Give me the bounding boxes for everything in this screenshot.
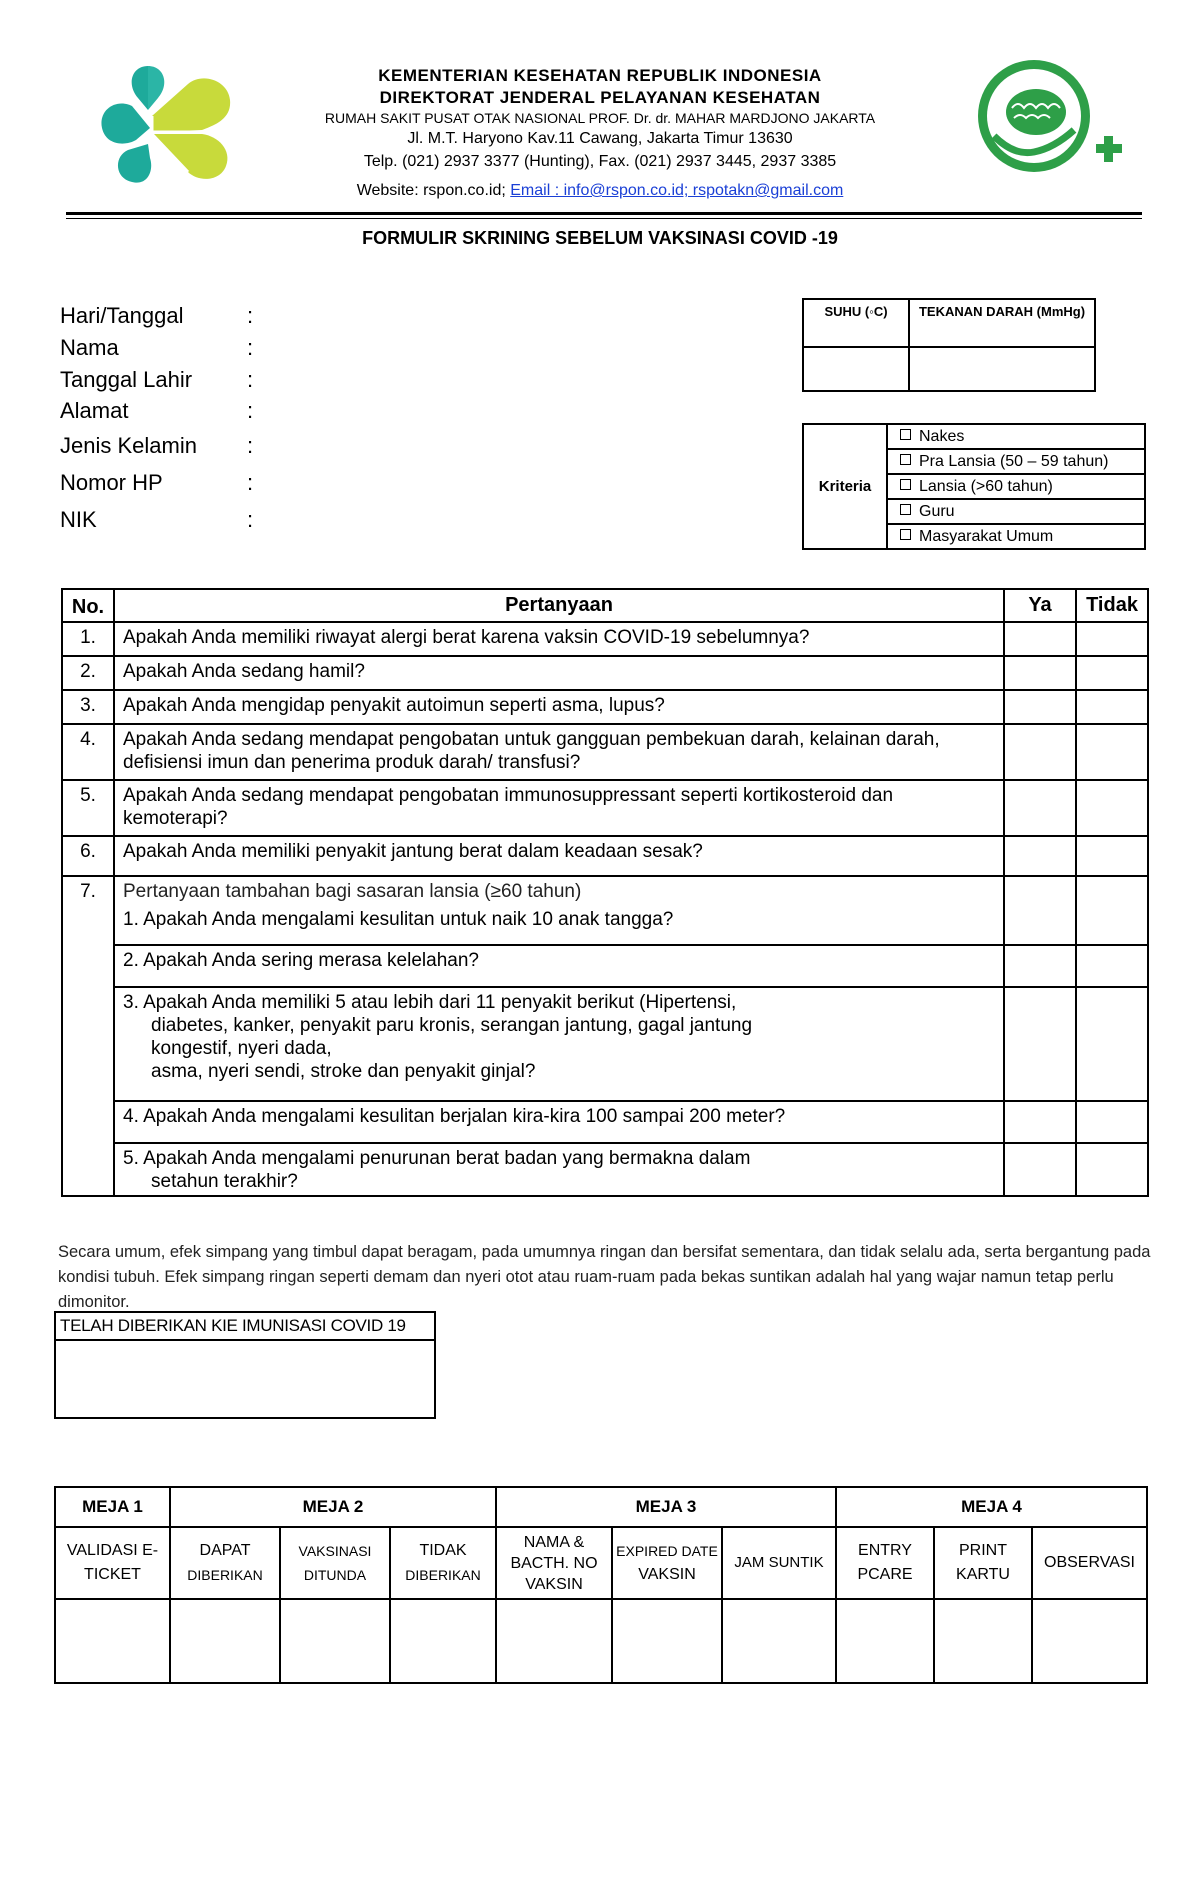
- kriteria-option-masyarakat-umum[interactable]: [887, 524, 1145, 549]
- field-label-nama: Nama: [60, 335, 119, 360]
- header-rule-thin: [66, 218, 1142, 219]
- website-text: Website: rspon.co.id;: [356, 182, 511, 199]
- col-label-line: BACTH. NO: [510, 1554, 598, 1572]
- kriteria-option-label: Pra Lansia (50 – 59 tahun): [919, 452, 1109, 470]
- answer-tidak-cell[interactable]: [1076, 945, 1148, 987]
- question-text: Apakah Anda mengidap penyakit autoimun seperti asma, lupus?: [114, 690, 1004, 724]
- vitals-table: [802, 298, 1096, 392]
- meja-2-header: MEJA 2: [170, 1487, 496, 1527]
- col-label-line: OBSERVASI: [1044, 1554, 1135, 1571]
- directorate-name: DIREKTORAT JENDERAL PELAYANAN KESEHATAN: [379, 88, 821, 107]
- question-number: 7.: [62, 876, 114, 1196]
- question-number: 3.: [62, 690, 114, 724]
- answer-ya-cell[interactable]: [1004, 1101, 1076, 1143]
- answer-ya-cell[interactable]: [1004, 1143, 1076, 1196]
- col-label-line: DIBERIKAN: [187, 1567, 263, 1583]
- kriteria-option-lansia[interactable]: [887, 474, 1145, 499]
- question-text: Apakah Anda sedang hamil?: [114, 656, 1004, 690]
- checkbox-icon[interactable]: [900, 504, 911, 515]
- question-number: 6.: [62, 836, 114, 876]
- kriteria-option-label: Lansia (>60 tahun): [919, 477, 1053, 495]
- answer-ya-cell[interactable]: [1004, 656, 1076, 690]
- question-7-sub-5: [114, 1143, 1004, 1196]
- question-7-intro: Pertanyaan tambahan bagi sasaran lansia (≥60 tahun): [114, 876, 1004, 905]
- answer-tidak-cell[interactable]: [1076, 724, 1148, 780]
- kriteria-option-nakes[interactable]: [887, 424, 1145, 449]
- col-label-line: TICKET: [84, 1566, 141, 1583]
- col-label-line: DAPAT: [199, 1542, 251, 1559]
- kie-label: TELAH DIBERIKAN KIE IMUNISASI COVID 19: [55, 1312, 435, 1340]
- meja-3-header: MEJA 3: [496, 1487, 836, 1527]
- side-effect-note: Secara umum, efek simpang yang timbul dapat beragam, pada umumnya ringan dan bersifat sementara, dan tidak selalu ada, serta bergantung pada kondisi tubuh. Efek simpang ringan seperti demam dan nyeri otot atau ruam-ruam pada bekas suntikan adalah hal yang wajar namun tetap perlu dimonitor.: [58, 1243, 1151, 1311]
- answer-tidak-cell[interactable]: [1076, 656, 1148, 690]
- answer-ya-cell[interactable]: [1004, 905, 1076, 945]
- hospital-phone: Telp. (021) 2937 3377 (Hunting), Fax. (021) 2937 3445, 2937 3385: [363, 153, 837, 170]
- field-label-alamat: Alamat: [60, 398, 129, 423]
- meja-input-cell[interactable]: [612, 1599, 722, 1683]
- kriteria-table: [802, 423, 1146, 550]
- answer-ya-cell[interactable]: [1004, 622, 1076, 656]
- answer-tidak-cell[interactable]: [1076, 876, 1148, 905]
- header-rule-thick: [66, 212, 1142, 215]
- question-7-sub-5-line: setahun terakhir?: [151, 1171, 298, 1192]
- question-text: Apakah Anda sedang mendapat pengobatan immunosuppressant seperti kortikosteroid dan kemoterapi?: [114, 780, 1004, 836]
- meja-input-cell[interactable]: [55, 1599, 170, 1683]
- col-label-line: TIDAK: [419, 1542, 467, 1559]
- col-tidak-diberikan: [390, 1527, 496, 1599]
- answer-tidak-cell[interactable]: [1076, 836, 1148, 876]
- answer-tidak-cell[interactable]: [1076, 1143, 1148, 1196]
- checkbox-icon[interactable]: [900, 454, 911, 465]
- answer-ya-cell[interactable]: [1004, 876, 1076, 905]
- answer-tidak-cell[interactable]: [1076, 622, 1148, 656]
- ministry-name: KEMENTERIAN KESEHATAN REPUBLIK INDONESIA: [378, 66, 822, 85]
- question-number: 4.: [62, 724, 114, 780]
- hospital-name: RUMAH SAKIT PUSAT OTAK NASIONAL PROF. Dr. dr. MAHAR MARDJONO JAKARTA: [324, 110, 876, 126]
- question-7-sub-2: 2. Apakah Anda sering merasa kelelahan?: [114, 945, 1004, 987]
- col-vaksinasi-ditunda: [280, 1527, 390, 1599]
- question-7-sub-3-line: diabetes, kanker, penyakit paru kronis, serangan jantung, gagal jantung: [151, 1015, 753, 1036]
- col-label-line: ENTRY: [858, 1542, 912, 1559]
- col-header-tidak: Tidak: [1076, 589, 1148, 622]
- field-colon: :: [247, 335, 254, 360]
- field-colon: :: [247, 367, 254, 392]
- col-label-line: VAKSIN: [638, 1566, 696, 1583]
- answer-tidak-cell[interactable]: [1076, 780, 1148, 836]
- field-colon: :: [247, 433, 254, 458]
- meja-input-cell[interactable]: [170, 1599, 280, 1683]
- col-print-kartu: [934, 1527, 1032, 1599]
- field-colon: :: [247, 303, 254, 328]
- question-7-sub-3: [114, 987, 1004, 1101]
- question-number: 5.: [62, 780, 114, 836]
- question-7-sub-1: 1. Apakah Anda mengalami kesulitan untuk naik 10 anak tangga?: [114, 905, 1004, 945]
- hospital-website: [0, 182, 1200, 200]
- kriteria-option-pra-lansia[interactable]: [887, 449, 1145, 474]
- question-text: Apakah Anda sedang mendapat pengobatan untuk gangguan pembekuan darah, kelainan darah, defisiensi imun dan penerima produk darah/ transfusi?: [114, 724, 1004, 780]
- kriteria-option-label: Guru: [919, 502, 955, 520]
- field-label-nik: NIK: [60, 507, 97, 532]
- field-colon: :: [247, 398, 254, 423]
- question-text: Apakah Anda memiliki penyakit jantung berat dalam keadaan sesak?: [114, 836, 1004, 876]
- question-number: 1.: [62, 622, 114, 656]
- col-header-pertanyaan: Pertanyaan: [114, 589, 1004, 622]
- meja-input-cell[interactable]: [1032, 1599, 1147, 1683]
- col-entry-pcare: [836, 1527, 934, 1599]
- kriteria-option-guru[interactable]: [887, 499, 1145, 524]
- answer-tidak-cell[interactable]: [1076, 690, 1148, 724]
- form-title: FORMULIR SKRINING SEBELUM VAKSINASI COVID -19: [362, 228, 838, 248]
- question-7-sub-4: 4. Apakah Anda mengalami kesulitan berjalan kira-kira 100 sampai 200 meter?: [114, 1101, 1004, 1143]
- question-7-sub-3-line: asma, nyeri sendi, stroke dan penyakit ginjal?: [151, 1061, 536, 1082]
- col-header-no: No.: [62, 589, 114, 622]
- answer-ya-cell[interactable]: [1004, 836, 1076, 876]
- field-label-hari-tanggal: Hari/Tanggal: [60, 303, 184, 328]
- meja-input-cell[interactable]: [390, 1599, 496, 1683]
- question-text: Apakah Anda memiliki riwayat alergi berat karena vaksin COVID-19 sebelumnya?: [114, 622, 1004, 656]
- col-jam-suntik: [722, 1527, 836, 1599]
- answer-ya-cell[interactable]: [1004, 780, 1076, 836]
- answer-ya-cell[interactable]: [1004, 945, 1076, 987]
- kriteria-option-label: Masyarakat Umum: [919, 527, 1054, 545]
- col-label-line: VAKSINASI: [298, 1543, 372, 1559]
- question-7-sub-3-line: kongestif, nyeri dada,: [151, 1038, 332, 1059]
- col-nama-batch-no-vaksin: [496, 1527, 612, 1599]
- kriteria-label: Kriteria: [803, 424, 887, 549]
- col-observasi: [1032, 1527, 1147, 1599]
- kriteria-option-label: Nakes: [919, 427, 965, 445]
- email-link[interactable]: Email : info@rspon.co.id; rspotakn@gmail.com: [510, 182, 844, 199]
- field-label-nomor-hp: Nomor HP: [60, 470, 163, 495]
- field-colon: :: [247, 470, 254, 495]
- question-number: 2.: [62, 656, 114, 690]
- col-expired-date-vaksin: [612, 1527, 722, 1599]
- checkbox-icon[interactable]: [900, 479, 911, 490]
- col-header-ya: Ya: [1004, 589, 1076, 622]
- answer-ya-cell[interactable]: [1004, 724, 1076, 780]
- answer-tidak-cell[interactable]: [1076, 905, 1148, 945]
- question-7-sub-5-line: 5. Apakah Anda mengalami penurunan berat badan yang bermakna dalam: [123, 1148, 751, 1169]
- col-label-line: PCARE: [857, 1566, 913, 1583]
- meja-input-cell[interactable]: [496, 1599, 612, 1683]
- kie-input-cell[interactable]: [55, 1340, 435, 1418]
- answer-tidak-cell[interactable]: [1076, 987, 1148, 1101]
- col-label-line: DITUNDA: [303, 1567, 367, 1583]
- suhu-header: SUHU (◦C): [803, 299, 909, 347]
- col-validasi-e-ticket: [55, 1527, 170, 1599]
- field-label-tanggal-lahir: Tanggal Lahir: [60, 367, 193, 392]
- meja-input-cell[interactable]: [280, 1599, 390, 1683]
- field-colon: :: [247, 507, 254, 532]
- col-label-line: NAMA &: [523, 1533, 585, 1551]
- col-label-line: VALIDASI E-: [66, 1542, 159, 1559]
- col-label-line: EXPIRED DATE: [616, 1543, 718, 1559]
- answer-ya-cell[interactable]: [1004, 987, 1076, 1101]
- col-label-line: VAKSIN: [525, 1575, 583, 1593]
- meja-input-cell[interactable]: [722, 1599, 836, 1683]
- meja-1-header: MEJA 1: [55, 1487, 170, 1527]
- hospital-address: Jl. M.T. Haryono Kav.11 Cawang, Jakarta Timur 13630: [407, 130, 793, 147]
- meja-input-cell[interactable]: [934, 1599, 1032, 1683]
- col-label-line: JAM SUNTIK: [734, 1554, 824, 1571]
- checkbox-icon[interactable]: [900, 429, 911, 440]
- question-7-sub-3-line: 3. Apakah Anda memiliki 5 atau lebih dari 11 penyakit berikut (Hipertensi,: [123, 992, 737, 1013]
- field-label-jenis-kelamin: Jenis Kelamin: [60, 433, 197, 458]
- kie-box: [54, 1311, 436, 1419]
- col-label-line: KARTU: [956, 1566, 1010, 1583]
- screening-questions-table: [61, 588, 1149, 1197]
- tekanan-darah-header: TEKANAN DARAH (MmHg): [909, 299, 1095, 347]
- suhu-input-cell[interactable]: [803, 347, 909, 391]
- answer-ya-cell[interactable]: [1004, 690, 1076, 724]
- col-label-line: PRINT: [959, 1542, 1007, 1559]
- checkbox-icon[interactable]: [900, 529, 911, 540]
- meja-4-header: MEJA 4: [836, 1487, 1147, 1527]
- answer-tidak-cell[interactable]: [1076, 1101, 1148, 1143]
- tekanan-darah-input-cell[interactable]: [909, 347, 1095, 391]
- col-label-line: DIBERIKAN: [405, 1567, 481, 1583]
- col-dapat-diberikan: [170, 1527, 280, 1599]
- meja-table: [54, 1486, 1148, 1684]
- meja-input-cell[interactable]: [836, 1599, 934, 1683]
